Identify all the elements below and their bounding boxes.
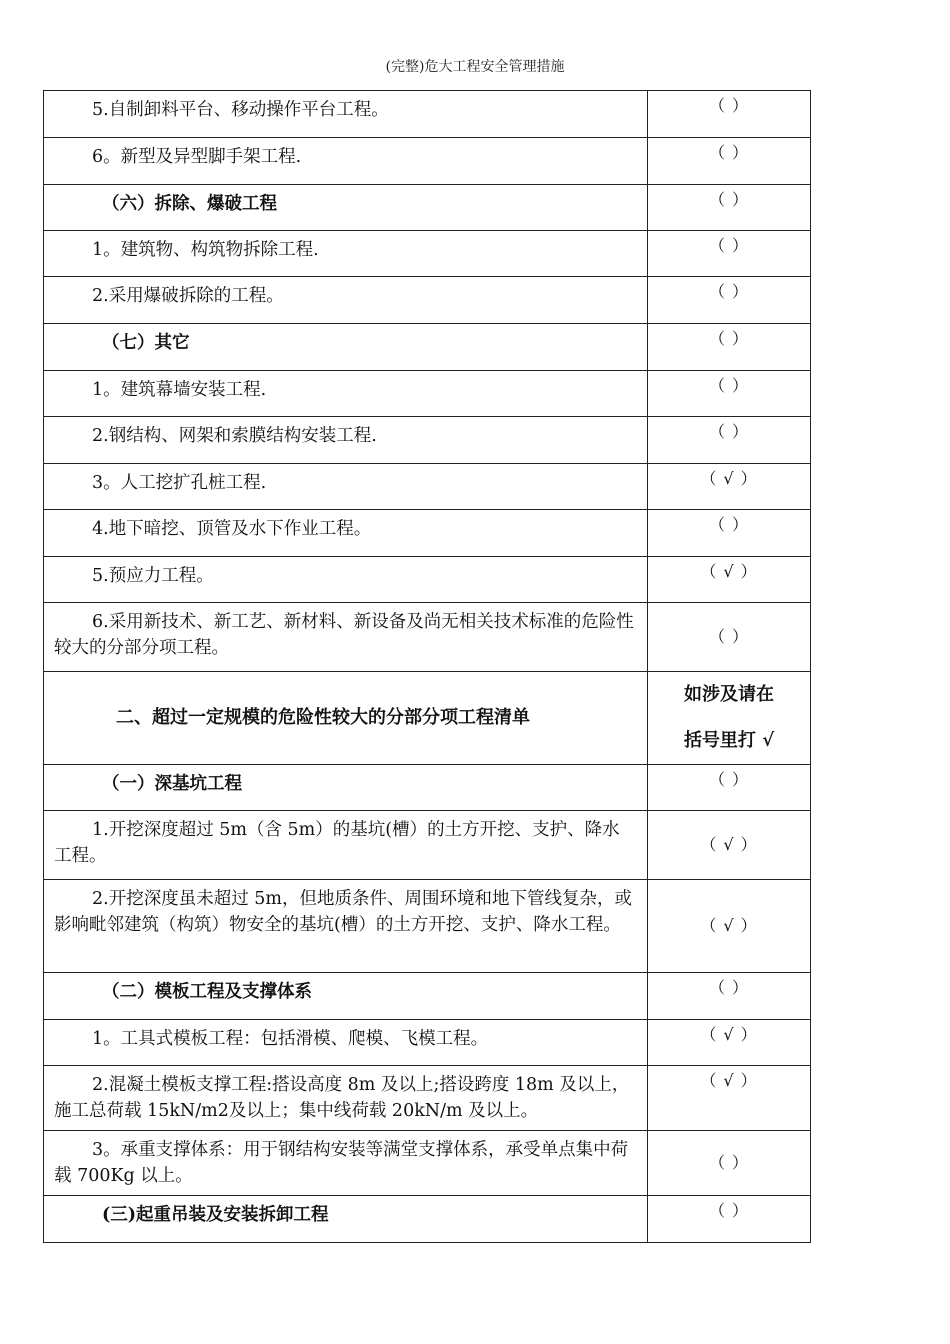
table-row [44,464,811,510]
check-mark-cell[interactable]: （ ） [648,973,811,1020]
item-cell [44,417,648,464]
item-text: 2.采用爆破拆除的工程。 [92,286,284,306]
item-cell [44,138,648,185]
check-mark-cell[interactable]: （ ） [648,1196,811,1243]
check-mark-cell[interactable]: （ ） [648,510,811,557]
table-row [44,324,811,371]
check-mark-cell[interactable]: （ √ ） [648,880,811,973]
item-cell [44,1066,648,1131]
section-heading: （一）深基坑工程 [102,774,242,794]
item-cell [44,464,648,510]
item-cell [44,231,648,277]
item-text: 5.自制卸料平台、移动操作平台工程。 [92,100,389,120]
section-heading-cell [44,765,648,811]
section-title-cell [44,672,648,765]
check-mark-cell[interactable]: （ ） [648,185,811,231]
item-cell [44,880,648,973]
check-mark-cell[interactable]: （ ） [648,138,811,185]
table-row [44,880,811,973]
table-row [44,765,811,811]
section-heading: （六）拆除、爆破工程 [102,194,277,214]
item-text: 1。建筑幕墙安装工程. [92,380,267,400]
hazard-checklist-table [43,90,811,1243]
table-row [44,1196,811,1243]
table-row [44,185,811,231]
table-row [44,1066,811,1131]
table-row [44,510,811,557]
item-cell [44,371,648,417]
table-row [44,557,811,603]
item-text: 2.混凝土模板支撑工程:搭设高度 8m 及以上;搭设跨度 18m 及以上，施工总荷载 15kN/m2及以上；集中线荷载 20kN/m 及以上。 [54,1075,630,1121]
item-cell [44,603,648,672]
section-header-row [44,672,811,765]
item-text: 1。建筑物、构筑物拆除工程. [92,240,319,260]
table-row [44,1020,811,1066]
check-mark-cell[interactable]: （ ） [648,324,811,371]
table-row [44,417,811,464]
item-text: 4.地下暗挖、顶管及水下作业工程。 [92,519,372,539]
check-mark-cell[interactable]: （ √ ） [648,1020,811,1066]
table-row [44,91,811,138]
table-row [44,811,811,880]
item-text: 1.开挖深度超过 5m（含 5m）的基坑(槽）的土方开挖、支护、降水工程。 [54,820,620,866]
check-mark-cell[interactable]: （ ） [648,603,811,672]
table-row [44,973,811,1020]
section-heading: （二）模板工程及支撑体系 [102,982,312,1002]
item-text: 6.采用新技术、新工艺、新材料、新设备及尚无相关技术标准的危险性较大的分部分项工程。 [54,612,634,658]
page-header: (完整)危大工程安全管理措施 [385,59,565,75]
check-mark-cell[interactable]: （ √ ） [648,811,811,880]
item-text: 3。承重支撑体系：用于钢结构安装等满堂支撑体系，承受单点集中荷载 700Kg 以上。 [54,1140,629,1186]
section-title: 二、超过一定规模的危险性较大的分部分项工程清单 [116,707,530,728]
check-mark-cell[interactable]: （ ） [648,231,811,277]
table-row [44,603,811,672]
item-cell [44,277,648,324]
item-text: 6。新型及异型脚手架工程. [92,147,302,167]
check-mark-cell[interactable]: （ √ ） [648,557,811,603]
section-heading-cell [44,185,648,231]
table-row [44,1131,811,1196]
item-cell [44,510,648,557]
item-cell [44,811,648,880]
check-mark-cell[interactable]: （ ） [648,765,811,811]
instruction-cell [648,672,811,765]
item-cell [44,1020,648,1066]
item-cell [44,1131,648,1196]
section-heading-cell [44,324,648,371]
item-text: 1。工具式模板工程：包括滑模、爬模、飞模工程。 [92,1029,489,1049]
check-mark-cell[interactable]: （ ） [648,1131,811,1196]
table-row [44,231,811,277]
instruction-line-1: 如涉及请在 [684,684,774,705]
check-mark-cell[interactable]: （ √ ） [648,464,811,510]
table-row [44,138,811,185]
section-heading-cell [44,973,648,1020]
table-row [44,277,811,324]
check-mark-cell[interactable]: （ ） [648,277,811,324]
section-heading-cell [44,1196,648,1243]
check-mark-cell[interactable]: （ √ ） [648,1066,811,1131]
table-row [44,371,811,417]
section-heading: （七）其它 [102,333,190,353]
item-cell [44,91,648,138]
check-mark-cell[interactable]: （ ） [648,371,811,417]
item-text: 2.钢结构、网架和索膜结构安装工程. [92,426,377,446]
check-mark-cell[interactable]: （ ） [648,91,811,138]
instruction-line-2: 括号里打 √ [683,730,775,751]
item-text: 2.开挖深度虽未超过 5m，但地质条件、周围环境和地下管线复杂，或影响毗邻建筑（构筑）物安全的基坑(槽）的土方开挖、支护、降水工程。 [54,889,632,935]
item-cell [44,557,648,603]
item-text: 3。人工挖扩孔桩工程. [92,473,267,493]
item-text: 5.预应力工程。 [92,566,214,586]
check-mark-cell[interactable]: （ ） [648,417,811,464]
section-heading: (三)起重吊装及安装拆卸工程 [102,1205,329,1225]
